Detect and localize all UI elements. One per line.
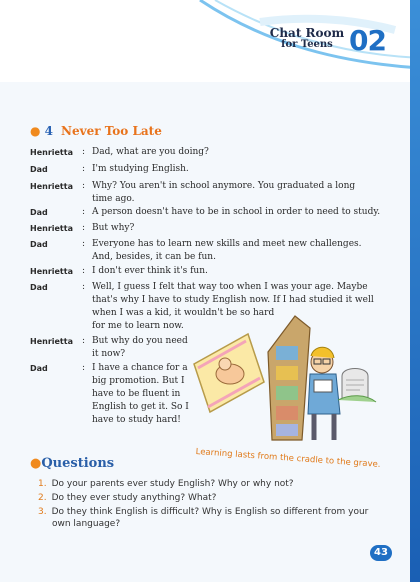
textbook-page: Chat Room for Teens 02 ● 4 Never Too Late Henrietta : Dad, what are you doing? Dad : I'm studying English. Henrietta : Why? You aren't in school anymore. You graduated a long time ago. Dad : A person doesn't have to be in school in order to need to study. Henrietta : But why? Dad : Everyone has to learn new skills and meet new challenges. And, besides, it can be fun. Henrietta : I don't ever think it's fun. Dad : Well, I guess I felt that way too when I was your age. Maybe that's why I have to study English now. If I had studied it well when I was a kid, it wouldn't be so hard for me to learn now. Henrietta : But why do you need it now? Dad : I have a chance for a big promotion. But I have to be fluent in English to get it. So I have to study hard! Learning lasts from the cradle to the grave. ●Questions 1. Do your parents ever study English? Why or why not? 2. Do they ever study anything? What? 3. Do they think English is difficult? Why is English so different from your own language? 43 [0, 0, 420, 582]
speaker-name: Henrietta [30, 148, 73, 157]
question-item [38, 492, 216, 504]
questions-title: Questions [41, 456, 115, 471]
question-item [38, 506, 368, 518]
bullet-dot-icon: ● [30, 456, 42, 471]
dialogue-line: that's why I have to study English now. If I had studied it well [92, 295, 374, 305]
unit-number: 02 [349, 24, 386, 57]
book-title [268, 27, 346, 51]
speaker-name: Dad [30, 208, 48, 217]
dialogue-line: Everyone has to learn new skills and meet new challenges. [92, 239, 362, 249]
dialogue-line: I have a chance for a [92, 363, 188, 373]
dialogue-line: Why? You aren't in school anymore. You graduated a long [92, 181, 356, 191]
dialogue-line: A person doesn't have to be in school in order to need to study. [92, 207, 381, 217]
dialogue-line: And, besides, it can be fun. [92, 252, 216, 262]
dialogue-line: when I was a kid, it wouldn't be so hard [92, 308, 275, 318]
illustration-caption: Learning lasts from the cradle to the grave. [195, 447, 381, 470]
section-heading [30, 124, 162, 138]
question-text: Do they think English is difficult? Why is English so different from your [51, 507, 369, 517]
speaker-name: Dad [30, 283, 48, 292]
dialogue-line: for me to learn now. [92, 321, 184, 331]
speaker-name: Dad [30, 364, 48, 373]
dad-reading-illustration [308, 347, 340, 440]
dialogue-line: Dad, what are you doing? [92, 147, 209, 157]
dialogue-line: But why do you need [92, 336, 188, 346]
question-number: 3. [38, 507, 47, 517]
speaker-name: Henrietta [30, 182, 73, 191]
page-edge-bar [410, 0, 420, 582]
speaker-name: Dad [30, 165, 48, 174]
dialogue-line: I'm studying English. [92, 164, 189, 174]
dialogue-line: English to get it. So I [92, 402, 189, 412]
speaker-name: Henrietta [30, 267, 73, 276]
gravestone-illustration [338, 369, 376, 403]
speaker-name: Henrietta [30, 337, 73, 346]
dialogue-line: it now? [92, 349, 126, 359]
section-title: Never Too Late [61, 124, 162, 138]
question-text: Do they ever study anything? What? [51, 493, 217, 503]
dialogue-line: time ago. [92, 194, 135, 204]
question-number: 2. [38, 493, 47, 503]
page-number: 43 [370, 545, 392, 561]
dialogue-line: have to study hard! [92, 415, 181, 425]
question-continuation: own language? [52, 519, 121, 529]
question-item [38, 478, 294, 490]
dialogue-line: But why? [92, 223, 135, 233]
cradle-to-grave-illustration [190, 312, 390, 452]
dialogue-line: Well, I guess I felt that way too when I was your age. Maybe [92, 282, 368, 292]
questions-heading [30, 456, 114, 471]
bookshelf-illustration [268, 316, 310, 440]
bullet-dot-icon: ● [30, 124, 45, 138]
question-number: 1. [38, 479, 47, 489]
speaker-name: Henrietta [30, 224, 73, 233]
section-number: 4 [44, 124, 54, 138]
book-title-line2: for Teens [281, 39, 333, 50]
dialogue-line: big promotion. But I [92, 376, 185, 386]
question-text: Do your parents ever study English? Why or why not? [51, 479, 294, 489]
speaker-name: Dad [30, 240, 48, 249]
cradle-illustration [194, 334, 264, 412]
dialogue-line: have to be fluent in [92, 389, 181, 399]
dialogue-line: I don't ever think it's fun. [92, 266, 208, 276]
book-title-line1: Chat Room [269, 26, 345, 40]
